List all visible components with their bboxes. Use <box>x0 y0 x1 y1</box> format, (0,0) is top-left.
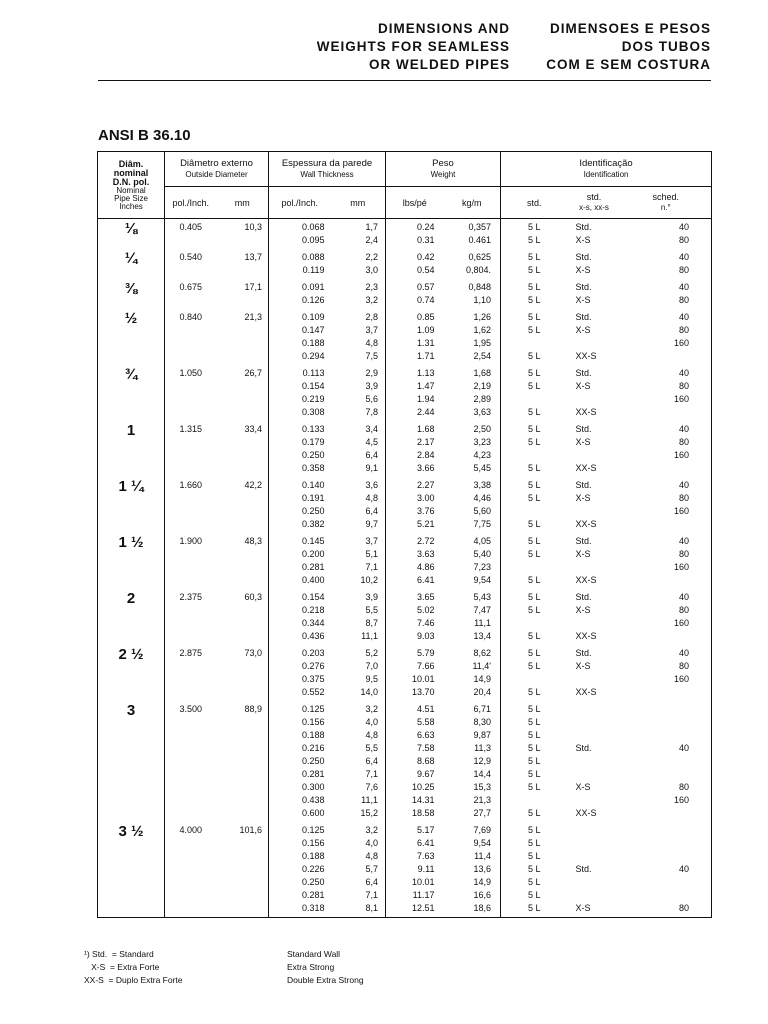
nominal-header-line: Pipe Size <box>114 193 148 203</box>
weight-lbs: 0.57 0.74 <box>416 282 435 305</box>
ident-header-main: std. <box>586 192 602 202</box>
wall-inch: 0.203 0.276 0.375 0.552 <box>301 648 325 697</box>
sched-value: 40 80 160 <box>674 592 690 628</box>
ident-value: Std. X-S <box>575 864 592 913</box>
nominal-size: 1 <box>98 421 165 477</box>
sched-header <box>621 187 712 219</box>
weight-kg: 1,26 1,62 1,95 2,54 <box>444 309 501 365</box>
od-inch-header: pol./Inch. <box>165 187 217 219</box>
header-en: Outside Diameter <box>185 170 248 179</box>
header-en: Weight <box>430 170 456 179</box>
nominal-header-line: D.N. pol. <box>112 176 150 187</box>
wall-mm: 2,8 3,7 4,8 7,5 <box>331 309 386 365</box>
wall-mm: 3,4 4,5 6,4 9,1 <box>331 421 386 477</box>
footnote-english: Standard Wall Extra Strong Double Extra Strong <box>287 949 364 985</box>
std-value: 5 L 5 L 5 L <box>528 312 541 361</box>
od-mm: 13,7 <box>217 249 269 279</box>
table-row <box>98 701 712 822</box>
ident-value: Std. X-S XX-S <box>575 743 597 818</box>
weight-lbs: 2.27 3.00 3.76 5.21 <box>416 480 435 529</box>
weight-lbs: 3.65 5.02 7.46 9.03 <box>416 592 435 641</box>
od-inch: 0.405 <box>179 222 203 232</box>
wall-mm: 3,2 4,0 4,8 5,7 6,4 7,1 8,1 <box>331 822 386 918</box>
wt-inch-header: pol./Inch. <box>269 187 331 219</box>
nominal-size: ⅜ <box>98 279 165 309</box>
header-english-line: OR WELDED PIPES <box>368 57 510 72</box>
od-mm-header: mm <box>217 187 269 219</box>
od-inch: 1.315 <box>179 424 203 434</box>
weight-kg: 7,69 9,54 11,4 13,6 14,9 16,6 18,6 <box>444 822 501 918</box>
weight-header <box>386 152 501 187</box>
table-row <box>98 589 712 645</box>
std-value: 5 L 5 L <box>528 222 541 245</box>
header-english-line: WEIGHTS FOR SEAMLESS <box>316 39 510 54</box>
header-portuguese-line: COM E SEM COSTURA <box>546 57 711 72</box>
ident-value: Std. X-S XX-S <box>575 424 597 473</box>
od-inch: 0.675 <box>179 282 203 292</box>
wall-inch: 0.088 0.119 <box>301 252 325 275</box>
wall-mm: 3,6 4,8 6,4 9,7 <box>331 477 386 533</box>
weight-lbs: 4.51 5.58 6.63 7.58 8.68 9.67 10.25 14.31 18.58 <box>411 704 435 818</box>
kg-header: kg/m <box>444 187 501 219</box>
od-mm: 10,3 <box>217 219 269 250</box>
outside-diameter-header <box>165 152 269 187</box>
weight-kg: 3,38 4,46 5,60 7,75 <box>444 477 501 533</box>
ident-header-sub: x-s, xx-s <box>579 203 609 212</box>
weight-lbs: 0.85 1.09 1.31 1.71 <box>416 312 435 361</box>
weight-kg: 1,68 2,19 2,89 3,63 <box>444 365 501 421</box>
weight-lbs: 0.24 0.31 <box>416 222 435 245</box>
wall-inch: 0.125 0.156 0.188 0.226 0.250 0.281 0.318 <box>301 825 325 913</box>
table-row <box>98 249 712 279</box>
nominal-size: ½ <box>98 309 165 365</box>
std-header: std. <box>501 187 568 219</box>
weight-kg: 0,848 1,10 <box>444 279 501 309</box>
identification-header <box>501 152 712 187</box>
table-row <box>98 365 712 421</box>
sched-value: 40 80 <box>679 282 690 305</box>
wall-inch: 0.133 0.179 0.250 0.358 <box>301 424 325 473</box>
nominal-header-line: Inches <box>119 201 143 211</box>
weight-lbs: 1.68 2.17 2.84 3.66 <box>416 424 435 473</box>
ident-value: Std. X-S XX-S <box>575 368 597 417</box>
weight-kg: 4,05 5,40 7,23 9,54 <box>444 533 501 589</box>
nominal-size: 3 ½ <box>98 822 165 918</box>
nominal-header-line: nominal <box>113 167 149 178</box>
sched-value: 40 80 160 <box>674 480 690 516</box>
table-row <box>98 645 712 701</box>
ident-value: Std. X-S <box>575 282 592 305</box>
header-en: Identification <box>583 170 629 179</box>
sched-value: 40 80 160 <box>674 743 690 805</box>
sched-value: 40 80 160 <box>674 424 690 460</box>
ident-value: Std. X-S XX-S <box>575 312 597 361</box>
ident-header <box>568 187 621 219</box>
od-inch: 1.660 <box>179 480 203 490</box>
standard-title: ANSI B 36.10 <box>98 127 191 144</box>
table-row <box>98 477 712 533</box>
wall-mm: 5,2 7,0 9,5 14,0 <box>331 645 386 701</box>
header-pt: Identificação <box>579 158 633 169</box>
ident-value: Std. X-S XX-S <box>575 480 597 529</box>
weight-kg: 5,43 7,47 11,1 13,4 <box>444 589 501 645</box>
table-row <box>98 219 712 250</box>
nominal-size: ¾ <box>98 365 165 421</box>
od-mm: 101,6 <box>217 822 269 918</box>
od-inch: 2.875 <box>179 648 203 658</box>
wall-mm: 3,9 5,5 8,7 11,1 <box>331 589 386 645</box>
header-pt: Espessura da parede <box>281 158 373 169</box>
std-value: 5 L 5 L 5 L <box>528 648 541 697</box>
od-mm: 48,3 <box>217 533 269 589</box>
table-row <box>98 822 712 918</box>
header-portuguese <box>546 20 711 74</box>
od-inch: 1.050 <box>179 368 203 378</box>
weight-kg: 0,357 0.461 <box>444 219 501 250</box>
nominal-size: ¼ <box>98 249 165 279</box>
nominal-size: ⅛ <box>98 219 165 250</box>
std-value: 5 L 5 L 5 L <box>528 424 541 473</box>
header-en: Wall Thickness <box>300 170 354 179</box>
od-inch: 2.375 <box>179 592 203 602</box>
std-value: 5 L 5 L 5 L <box>528 536 541 585</box>
header-portuguese-line: DIMENSOES E PESOS <box>549 21 711 36</box>
sched-header-main: sched. <box>652 192 680 202</box>
ident-value: Std. X-S <box>575 222 592 245</box>
table-row <box>98 421 712 477</box>
lbs-header: lbs/pé <box>386 187 444 219</box>
od-inch: 4.000 <box>179 825 203 835</box>
header-pt: Diâmetro externo <box>180 158 253 169</box>
sched-header-sub: n.° <box>660 203 671 212</box>
wall-inch: 0.109 0.147 0.188 0.294 <box>301 312 325 361</box>
od-mm: 60,3 <box>217 589 269 645</box>
std-value: 5 L 5 L <box>528 252 541 275</box>
od-mm: 33,4 <box>217 421 269 477</box>
weight-kg: 2,50 3,23 4,23 5,45 <box>444 421 501 477</box>
weight-kg: 0,625 0,804. <box>444 249 501 279</box>
od-mm: 88,9 <box>217 701 269 822</box>
wall-inch: 0.113 0.154 0.219 0.308 <box>301 368 325 417</box>
header-pt: Peso <box>432 158 454 169</box>
sched-value: 40 80 <box>679 222 690 245</box>
weight-kg: 8,62 11,4' 14,9 20,4 <box>444 645 501 701</box>
wall-mm: 2,2 3,0 <box>331 249 386 279</box>
pipe-dimensions-table <box>97 151 712 918</box>
wall-mm: 1,7 2,4 <box>331 219 386 250</box>
nominal-size: 2 <box>98 589 165 645</box>
weight-kg: 6,71 8,30 9,87 11,3 12,9 14,4 15,3 21,3 27,7 <box>444 701 501 822</box>
nominal-size: 2 ½ <box>98 645 165 701</box>
std-value: 5 L 5 L 5 L <box>528 592 541 641</box>
std-value: 5 L 5 L 5 L 5 L 5 L 5 L 5 L <box>528 825 541 913</box>
wall-mm: 3,7 5,1 7,1 10,2 <box>331 533 386 589</box>
header-rule <box>98 80 711 81</box>
wall-inch: 0.125 0.156 0.188 0.216 0.250 0.281 0.300 0.438 0.600 <box>301 704 325 818</box>
table-row <box>98 533 712 589</box>
ident-value: Std. X-S XX-S <box>575 648 597 697</box>
od-inch: 0.540 <box>179 252 203 262</box>
ident-value: Std. X-S <box>575 252 592 275</box>
nominal-size: 1 ½ <box>98 533 165 589</box>
header-english <box>317 20 510 74</box>
nominal-size: 1 ¼ <box>98 477 165 533</box>
sched-value: 40 80 <box>679 864 690 913</box>
sched-value: 40 80 <box>679 252 690 275</box>
sched-value: 40 80 160 <box>674 648 690 684</box>
std-value: 5 L 5 L 5 L <box>528 480 541 529</box>
ident-value: Std. X-S XX-S <box>575 536 597 585</box>
wall-inch: 0.091 0.126 <box>301 282 325 305</box>
std-value: 5 L 5 L <box>528 282 541 305</box>
od-inch: 1.900 <box>179 536 203 546</box>
wt-mm-header: mm <box>331 187 386 219</box>
weight-lbs: 0.42 0.54 <box>416 252 435 275</box>
od-inch: 3.500 <box>179 704 203 714</box>
table-row <box>98 279 712 309</box>
sched-value: 40 80 160 <box>674 536 690 572</box>
od-mm: 42,2 <box>217 477 269 533</box>
sched-value: 40 80 160 <box>674 368 690 404</box>
wall-inch: 0.140 0.191 0.250 0.382 <box>301 480 325 529</box>
sched-value: 40 80 160 <box>674 312 690 348</box>
wall-thickness-header <box>269 152 386 187</box>
weight-lbs: 5.79 7.66 10.01 13.70 <box>411 648 435 697</box>
wall-mm: 3,2 4,0 4,8 5,5 6,4 7,1 7,6 11,1 15,2 <box>331 701 386 822</box>
wall-inch: 0.068 0.095 <box>301 222 325 245</box>
weight-lbs: 1.13 1.47 1.94 2.44 <box>416 368 435 417</box>
header-portuguese-line: DOS TUBOS <box>621 39 711 54</box>
od-mm: 17,1 <box>217 279 269 309</box>
od-inch: 0.840 <box>179 312 203 322</box>
std-value: 5 L 5 L 5 L 5 L 5 L 5 L 5 L 5 L <box>528 704 541 818</box>
footnote-definitions: ¹) Std. = Standard X-S = Extra Forte XX-S = Duplo Extra Forte <box>84 949 183 985</box>
ident-value: Std. X-S XX-S <box>575 592 597 641</box>
nominal-size: 3 <box>98 701 165 822</box>
nominal-header-line: Nominal <box>116 185 146 195</box>
header-english-line: DIMENSIONS AND <box>377 21 510 36</box>
table-row <box>98 309 712 365</box>
nominal-size-header <box>98 152 165 219</box>
weight-lbs: 2.72 3.63 4.86 6.41 <box>416 536 435 585</box>
od-mm: 26,7 <box>217 365 269 421</box>
od-mm: 21,3 <box>217 309 269 365</box>
std-value: 5 L 5 L 5 L <box>528 368 541 417</box>
nominal-header-line: Diâm. <box>118 158 144 169</box>
wall-mm: 2,9 3,9 5,6 7,8 <box>331 365 386 421</box>
wall-inch: 0.145 0.200 0.281 0.400 <box>301 536 325 585</box>
weight-lbs: 5.17 6.41 7.63 9.11 10.01 11.17 12.51 <box>411 825 435 913</box>
od-mm: 73,0 <box>217 645 269 701</box>
wall-inch: 0.154 0.218 0.344 0.436 <box>301 592 325 641</box>
wall-mm: 2,3 3,2 <box>331 279 386 309</box>
